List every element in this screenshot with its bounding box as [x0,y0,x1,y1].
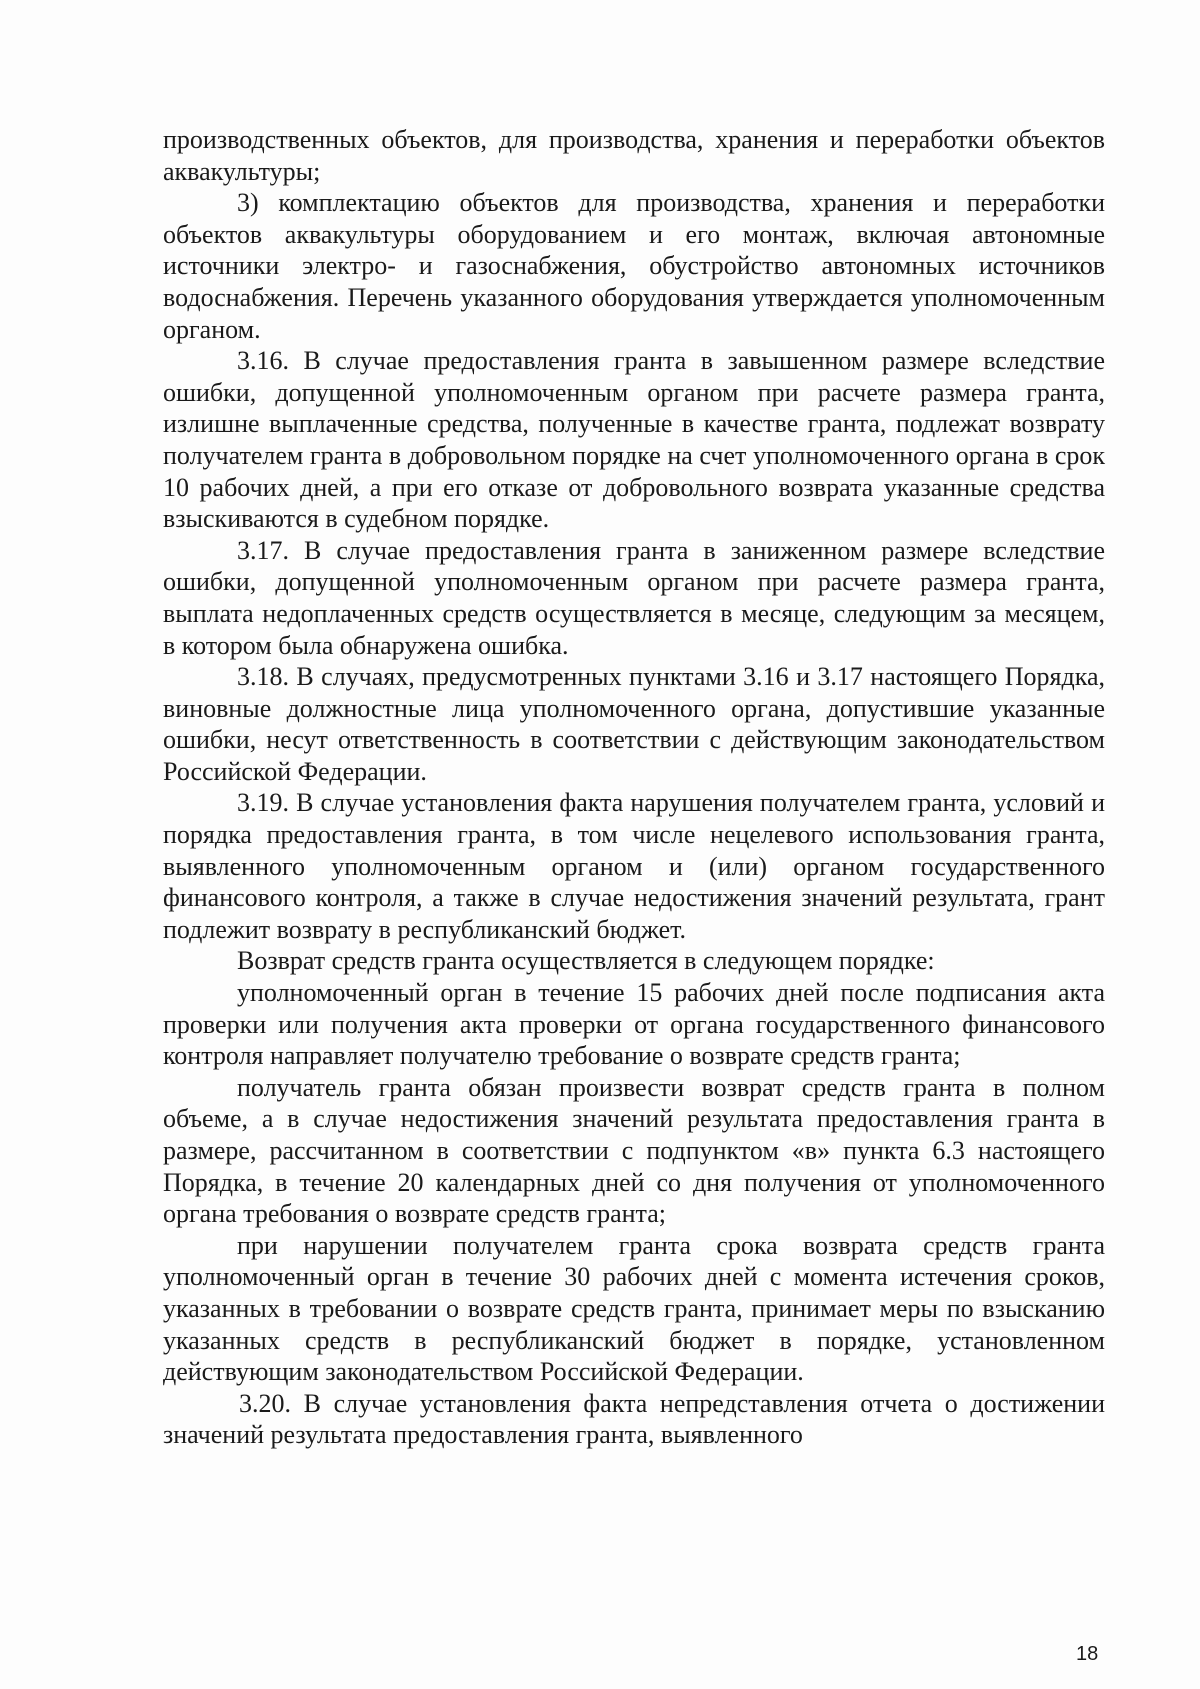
paragraph-3-17: 3.17. В случае предоставления гранта в заниженном размере вследствие ошибки, допущенной уполномоченным органом при расчете размера гранта, выплата недоплаченных средств осуществляется в месяце, следующим за месяцем, в котором была обнаружена ошибка. [163,535,1105,660]
paragraph-continuation: производственных объектов, для производства, хранения и переработки объектов аквакультуры; [163,125,1105,186]
document-body [163,124,1105,1451]
paragraph-refund-step-3: при нарушении получателем гранта срока возврата средств гранта уполномоченный орган в течение 30 рабочих дней с момента истечения сроков, указанных в требовании о возврате средств гранта, принимает меры по взысканию указанных средств в республиканский бюджет в порядке, установленном действующим законодательством Российской Федерации. [163,1230,1105,1387]
paragraph-refund-procedure: Возврат средств гранта осуществляется в следующем порядке: [237,946,935,976]
paragraph-item-3: 3) комплектацию объектов для производства, хранения и переработки объектов аквакультуры оборудованием и его монтаж, включая автономные источники электро- и газоснабжения, обустройство автономных источников водоснабжения. Перечень указанного оборудования утверждается уполномоченным органом. [163,188,1105,344]
paragraph-3-16: 3.16. В случае предоставления гранта в завышенном размере вследствие ошибки, допущенной уполномоченным органом при расчете размера гранта, излишне выплаченные средства, полученные в качестве гранта, подлежат возврату получателем гранта в добровольном порядке на счет уполномоченного органа в срок 10 рабочих дней, а при его отказе от добровольного возврата указанные средства взыскиваются в судебном порядке. [163,346,1105,534]
paragraph-refund-step-2: получатель гранта обязан произвести возврат средств гранта в полном объеме, а в случае недостижения значений результата предоставления гранта в размере, рассчитанном в соответствии с подпунктом «в» пункта 6.3 настоящего Порядка, в течение 20 календарных дней со дня получения от уполномоченного органа требования о возврате средств гранта; [163,1072,1105,1229]
page-number: 18 [1076,1643,1099,1665]
paragraph-3-19: 3.19. В случае установления факта нарушения получателем гранта, условий и порядка предоставления гранта, в том числе нецелевого использования гранта, выявленного уполномоченным органом и (или) органом государственного финансового контроля, а также в случае недостижения значений результата, грант подлежит возврату в республиканский бюджет. [163,788,1105,944]
paragraph-3-20: 3.20. В случае установления факта непредставления отчета о достижении значений результата предоставления гранта, выявленного [163,1388,1105,1450]
paragraph-refund-step-1: уполномоченный орган в течение 15 рабочих дней после подписания акта проверки или получения акта проверки от органа государственного финансового контроля направляет получателю требование о возврате средств гранта; [163,978,1105,1071]
paragraph-3-18: 3.18. В случаях, предусмотренных пунктами 3.16 и 3.17 настоящего Порядка, виновные должностные лица уполномоченного органа, допустившие указанные ошибки, несут ответственность в соответствии с действующим законодательством Российской Федерации. [163,662,1105,786]
